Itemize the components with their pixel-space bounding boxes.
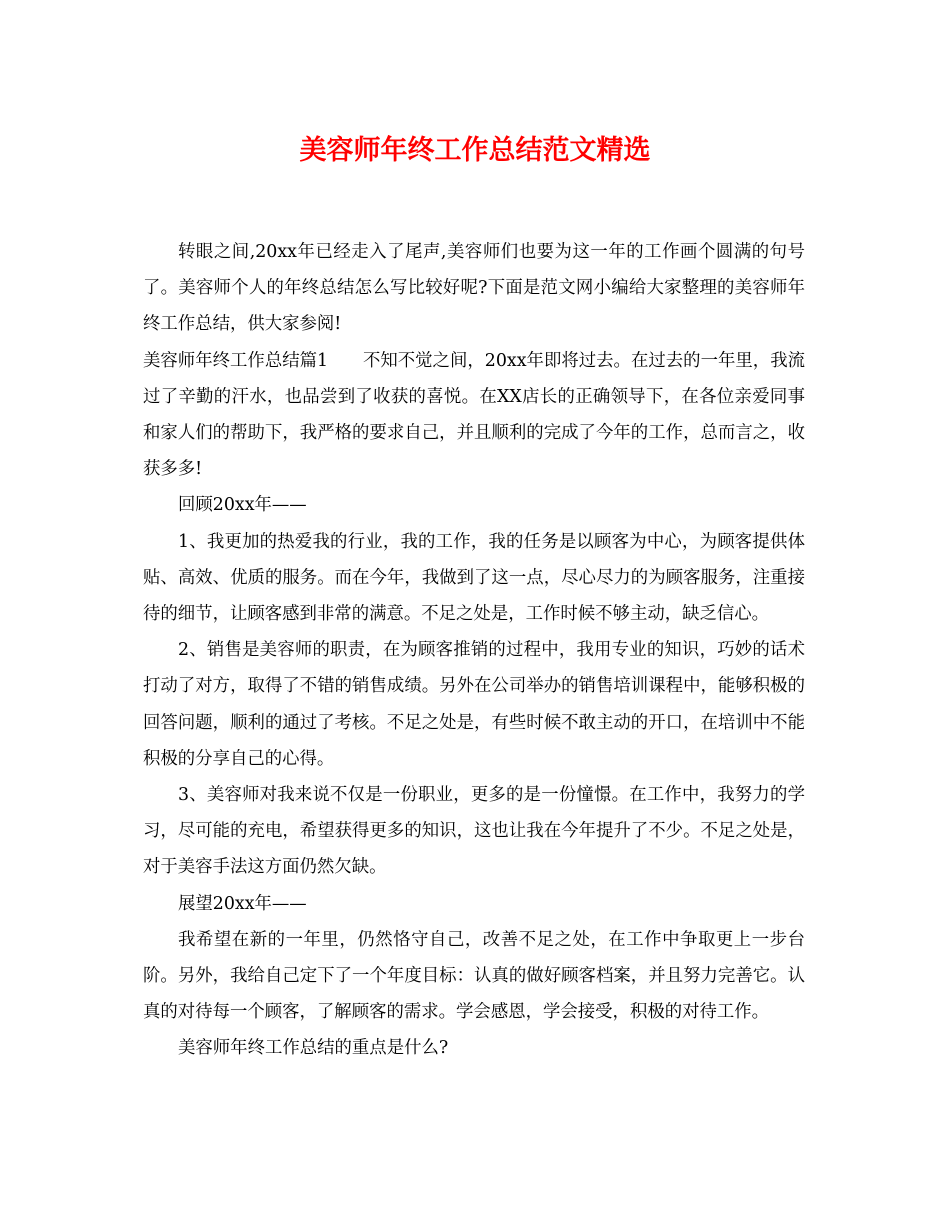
document-title: 美容师年终工作总结范文精选 bbox=[299, 135, 651, 166]
heading-outlook: 展望20xx年—— bbox=[178, 893, 307, 914]
heading-review: 回顾20xx年—— bbox=[178, 495, 307, 516]
paragraph-question: 美容师年终工作总结的重点是什么? bbox=[178, 1038, 449, 1059]
paragraph-intro: 转眼之间,20xx年已经走入了尾声,美容师们也要为这一年的工作画个圆满的句号了。美容师个人的年终总结怎么写比较好呢?下面是范文网小编给大家整理的美容师年终工作总结，供大家参阅! bbox=[143, 242, 805, 335]
paragraph-item-2: 2、销售是美容师的职责，在为顾客推销的过程中，我用专业的知识，巧妙的话术打动了对方，取得了不错的销售成绩。另外在公司举办的销售培训课程中，能够积极的回答问题，顺利的通过了考核。不足之处是，有些时候不敢主动的开口，在培训中不能积极的分享自己的心得。 bbox=[143, 640, 805, 769]
paragraph-item-3: 3、美容师对我来说不仅是一份职业，更多的是一份憧憬。在工作中，我努力的学习，尽可能的充电，希望获得更多的知识，这也让我在今年提升了不少。不足之处是，对于美容手法这方面仍然欠缺。 bbox=[143, 785, 805, 878]
paragraph-item-1: 1、我更加的热爱我的行业，我的工作，我的任务是以顾客为中心，为顾客提供体贴、高效、优质的服务。而在今年，我做到了这一点，尽心尽力的为顾客服务，注重接待的细节，让顾客感到非常的满意。不足之处是，工作时候不够主动，缺乏信心。 bbox=[143, 531, 805, 625]
document-body bbox=[143, 234, 805, 1067]
paragraph-outlook: 我希望在新的一年里，仍然恪守自己，改善不足之处，在工作中争取更上一步台阶。另外，我给自己定下了一个年度目标：认真的做好顾客档案，并且努力完善它。认真的对待每一个顾客，了解顾客的需求。学会感恩，学会接受，积极的对待工作。 bbox=[143, 929, 805, 1023]
paragraph-section-1-opening: 美容师年终工作总结篇1 不知不觉之间，20xx年即将过去。在过去的一年里，我流过了辛勤的汗水，也品尝到了收获的喜悦。在XX店长的正确领导下，在各位亲爱同事和家人们的帮助下，我严格的要求自己，并且顺利的完成了今年的工作，总而言之，收获多多! bbox=[143, 350, 805, 480]
